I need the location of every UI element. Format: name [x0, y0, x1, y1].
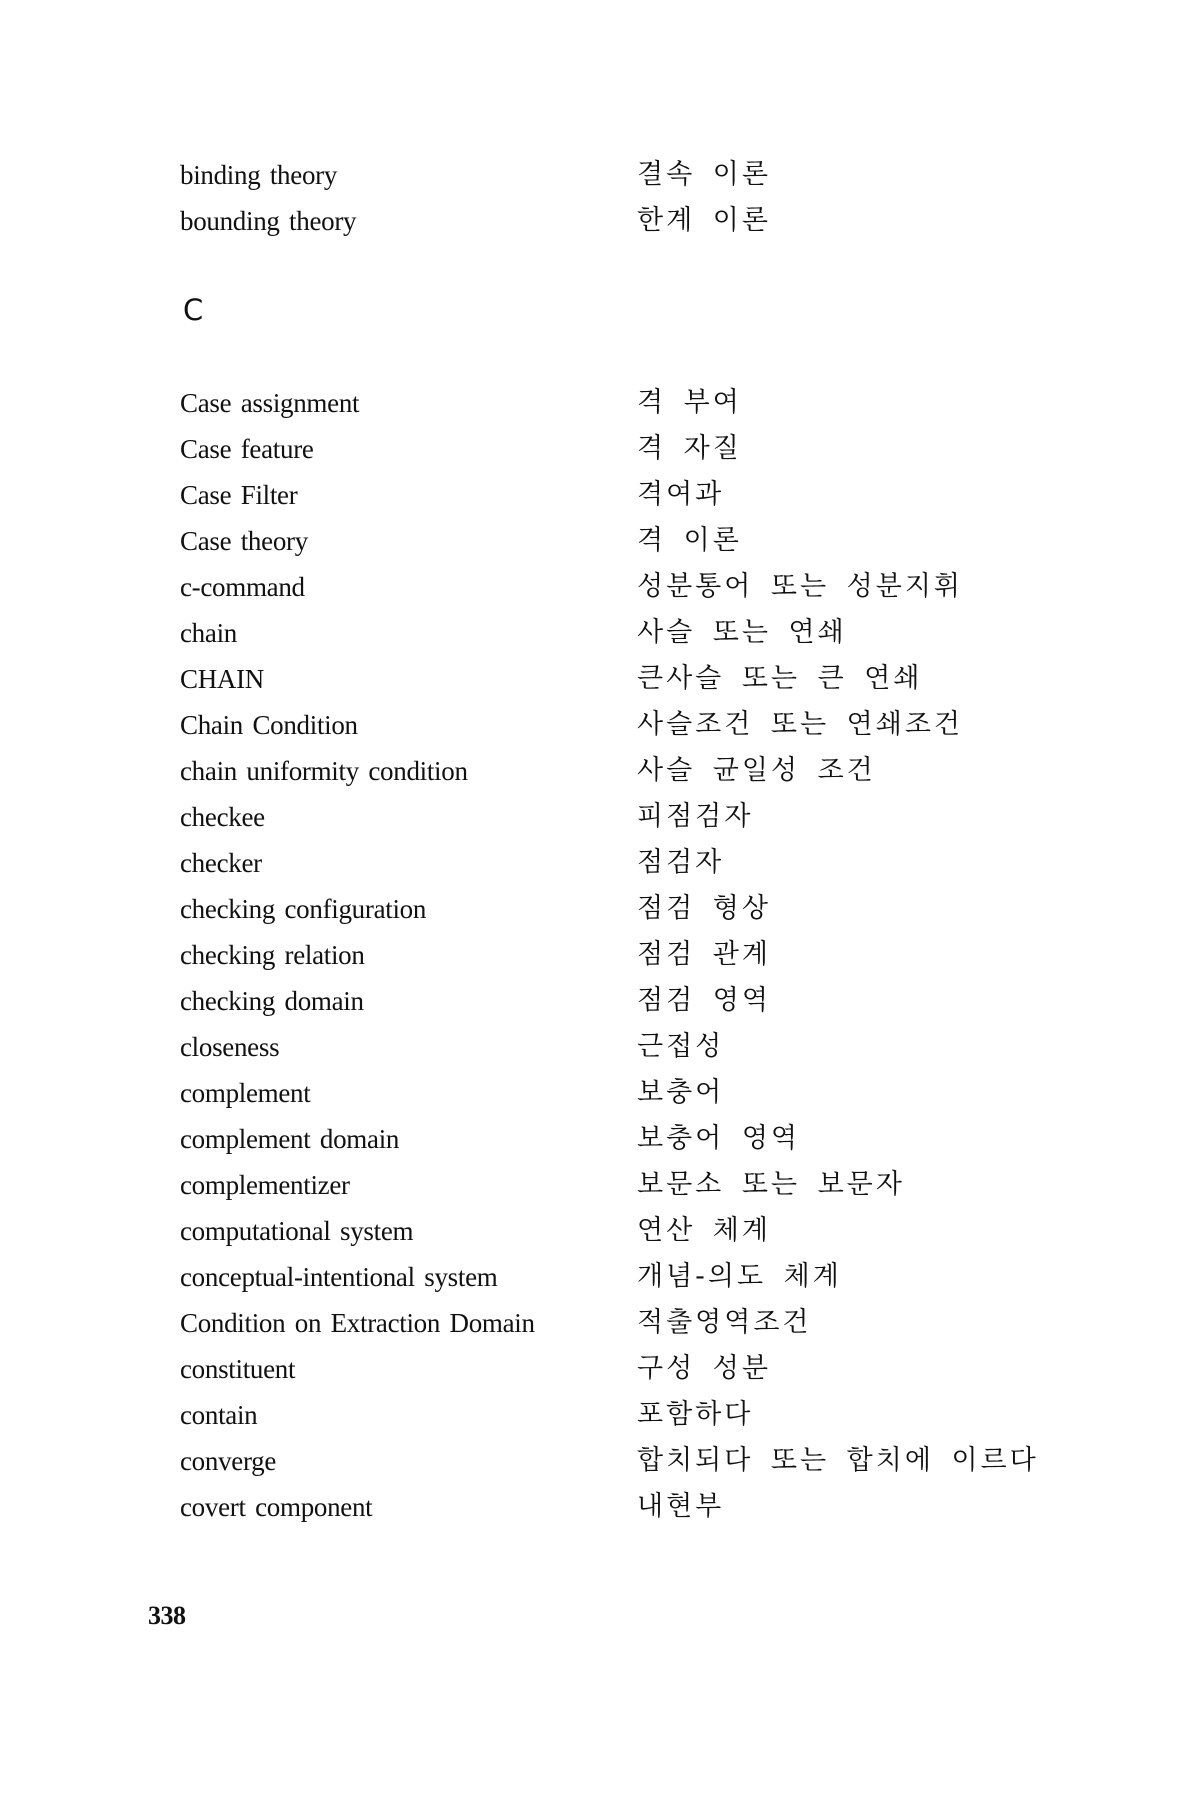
glossary-entry: [180, 1438, 1060, 1484]
glossary-term: Case assignment: [180, 388, 360, 418]
glossary-term: bounding theory: [180, 206, 357, 236]
glossary-term: chain uniformity condition: [180, 756, 468, 786]
glossary-term: c-command: [180, 572, 305, 602]
glossary-translation: 적출영역조건: [637, 1307, 812, 1338]
glossary-translation: 점검자: [637, 847, 725, 878]
glossary-term: closeness: [180, 1032, 280, 1062]
glossary-translation: 사슬 또는 연쇄: [637, 617, 847, 648]
glossary-translation: 결속 이론: [637, 159, 771, 190]
glossary-translation: 격 부여: [637, 387, 742, 418]
glossary-entry: [180, 1116, 1060, 1162]
glossary-entry: [180, 152, 1060, 198]
glossary-term: checking domain: [180, 986, 364, 1016]
page-number: 338: [148, 1601, 186, 1630]
glossary-entry: [180, 564, 1060, 610]
glossary-term: contain: [180, 1400, 258, 1430]
glossary-translation: 보충어 영역: [637, 1123, 800, 1154]
glossary-entry: [180, 702, 1060, 748]
glossary-translation: 구성 성분: [637, 1353, 771, 1384]
glossary-translation: 격여과: [637, 479, 725, 510]
glossary-translation: 점검 형상: [637, 893, 771, 924]
glossary-translation: 내현부: [637, 1491, 725, 1522]
glossary-translation: 근접성: [637, 1031, 725, 1062]
glossary-entry: [180, 840, 1060, 886]
glossary-translation: 포함하다: [637, 1399, 754, 1430]
glossary-entry: [180, 1070, 1060, 1116]
glossary-term: covert component: [180, 1492, 373, 1522]
glossary-term: checker: [180, 848, 262, 878]
glossary-entry: [180, 1254, 1060, 1300]
glossary-term: complementizer: [180, 1170, 350, 1200]
glossary-translation: 성분통어 또는 성분지휘: [637, 571, 963, 602]
glossary-term: chain: [180, 618, 237, 648]
glossary-entry: [180, 1162, 1060, 1208]
glossary-entry: [180, 380, 1060, 426]
glossary-entry: [180, 472, 1060, 518]
glossary-translation: 보문소 또는 보문자: [637, 1169, 905, 1200]
glossary-term: Case feature: [180, 434, 314, 464]
glossary-entry: [180, 886, 1060, 932]
glossary-translation: 보충어: [637, 1077, 725, 1108]
glossary-translation: 한계 이론: [637, 205, 771, 236]
glossary-translation: 사슬조건 또는 연쇄조건: [637, 709, 963, 740]
glossary-entry: [180, 610, 1060, 656]
glossary-term: CHAIN: [180, 664, 264, 694]
glossary-entry: [180, 748, 1060, 794]
glossary-term: checking relation: [180, 940, 365, 970]
glossary-term: converge: [180, 1446, 277, 1476]
glossary-term: conceptual-intentional system: [180, 1262, 498, 1292]
glossary-entry: [180, 518, 1060, 564]
glossary-term: complement: [180, 1078, 311, 1108]
glossary-list-c: [180, 380, 1060, 1530]
glossary-entry: [180, 794, 1060, 840]
glossary-term: checking configuration: [180, 894, 427, 924]
glossary-entry: [180, 1300, 1060, 1346]
glossary-term: Condition on Extraction Domain: [180, 1308, 535, 1338]
glossary-term: constituent: [180, 1354, 296, 1384]
glossary-term: checkee: [180, 802, 265, 832]
glossary-translation: 격 자질: [637, 433, 742, 464]
glossary-list-b: [180, 152, 1060, 244]
glossary-translation: 개념-의도 체계: [637, 1261, 842, 1292]
glossary-term: binding theory: [180, 160, 338, 190]
glossary-translation: 피점검자: [637, 801, 754, 832]
glossary-entry: [180, 1484, 1060, 1530]
glossary-entry: [180, 1346, 1060, 1392]
glossary-translation: 격 이론: [637, 525, 742, 556]
glossary-entry: [180, 1208, 1060, 1254]
glossary-translation: 연산 체계: [637, 1215, 771, 1246]
glossary-entry: [180, 198, 1060, 244]
glossary-term: Case Filter: [180, 480, 298, 510]
glossary-translation: 큰사슬 또는 큰 연쇄: [637, 663, 923, 694]
glossary-translation: 사슬 균일성 조건: [637, 755, 876, 786]
glossary-term: Case theory: [180, 526, 308, 556]
glossary-translation: 점검 영역: [637, 985, 771, 1016]
glossary-entry: [180, 1024, 1060, 1070]
glossary-entry: [180, 426, 1060, 472]
glossary-translation: 점검 관계: [637, 939, 771, 970]
glossary-entry: [180, 932, 1060, 978]
glossary-translation: 합치되다 또는 합치에 이르다: [637, 1445, 1039, 1476]
section-heading: C: [183, 293, 204, 327]
glossary-entry: [180, 978, 1060, 1024]
glossary-term: Chain Condition: [180, 710, 358, 740]
glossary-term: computational system: [180, 1216, 414, 1246]
glossary-term: complement domain: [180, 1124, 400, 1154]
glossary-entry: [180, 656, 1060, 702]
glossary-entry: [180, 1392, 1060, 1438]
